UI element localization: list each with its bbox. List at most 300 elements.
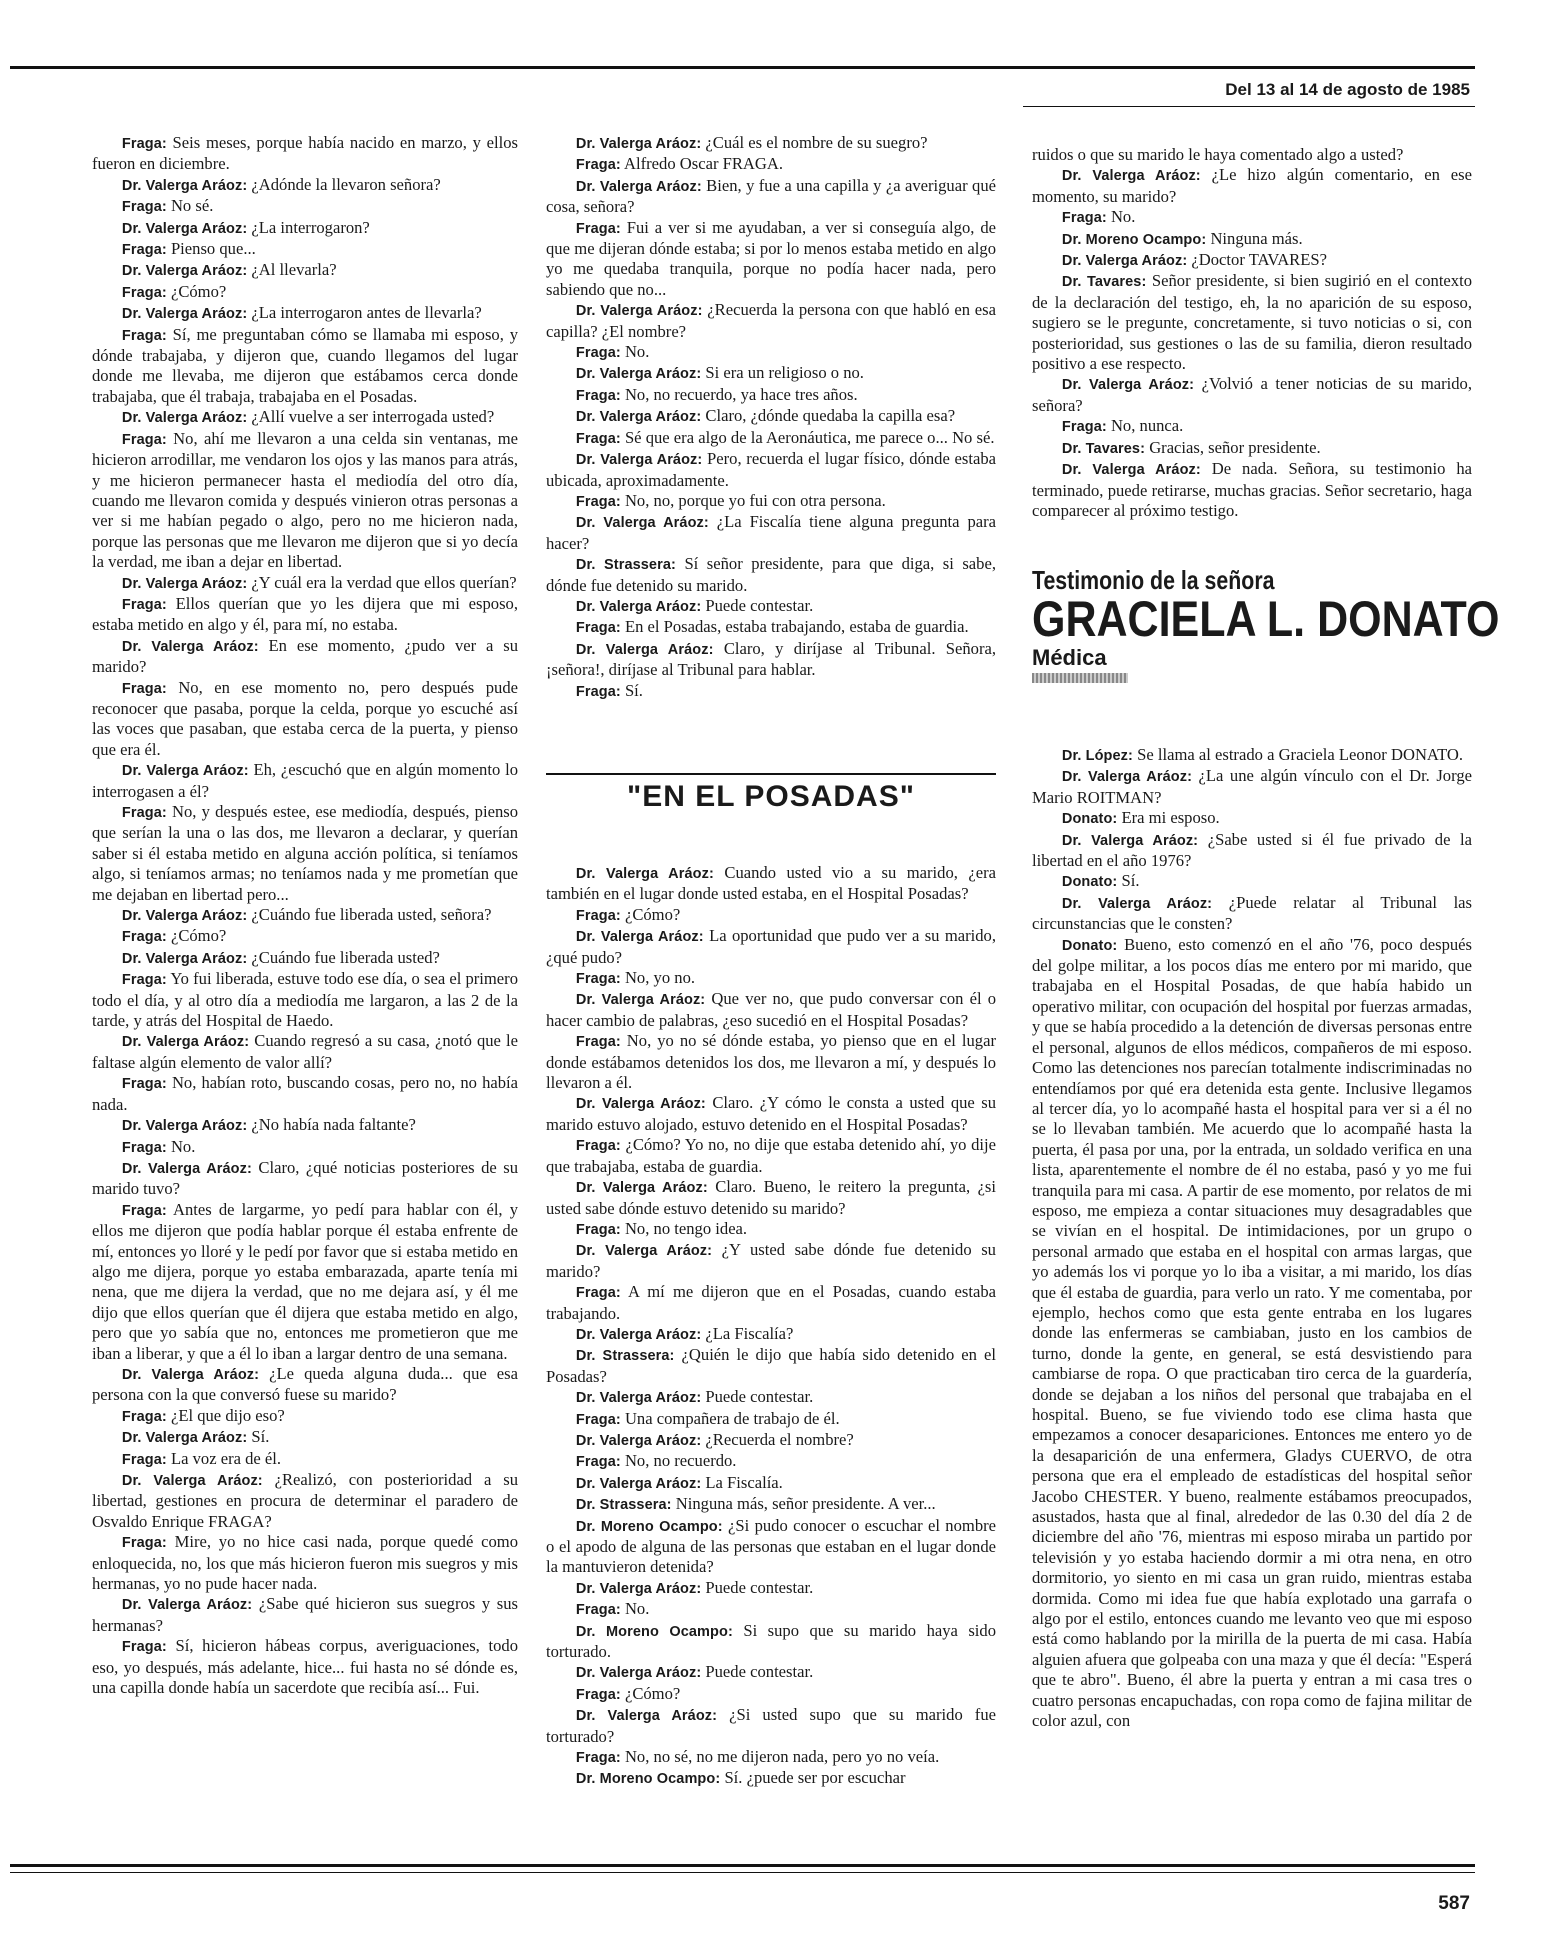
speaker-name: Dr. Valerga Aráoz: (121, 220, 248, 237)
speaker-name: Dr. Valerga Aráoz: (575, 1708, 718, 1725)
column-3 (1032, 145, 1500, 1731)
speech-text: Yo fui liberada, estuve todo ese día, o sea el primero todo el día, y al otro día a mediodía me largaron, a las 2 de la tarde, y atrás del Hospital de Haedo. (92, 969, 518, 1031)
dialogue-paragraph (92, 429, 518, 573)
dialogue-paragraph (546, 681, 996, 702)
speech-text: Cuando usted vio a su marido, ¿era también en el lugar donde usted estaba, en el Hospital Posadas? (546, 863, 996, 904)
speaker-name: Dr. Tavares: (1061, 274, 1147, 291)
dialogue-paragraph (546, 1093, 996, 1135)
dialogue-paragraph (92, 1427, 518, 1448)
dialogue-paragraph (546, 1621, 996, 1663)
dialogue-paragraph (1032, 871, 1472, 892)
speaker-name: Dr. Valerga Aráoz: (121, 575, 248, 592)
dialogue-paragraph (92, 325, 518, 408)
dialogue-paragraph (546, 596, 996, 617)
dialogue-paragraph (92, 1073, 518, 1115)
speaker-name: Dr. Valerga Aráoz: (121, 1597, 253, 1614)
dialogue-paragraph (546, 1768, 996, 1789)
speech-text: ¿Si usted supo que su marido fue torturado? (546, 1705, 996, 1746)
dialogue-paragraph (546, 1240, 996, 1282)
speech-text: Claro, ¿qué noticias posteriores de su marido tuvo? (92, 1157, 518, 1199)
speaker-name: Donato: (1061, 937, 1118, 954)
speech-text: Sí señor presidente, para que diga, si sabe, dónde fue detenido su marido. (546, 554, 996, 595)
speaker-name: Dr. Valerga Aráoz: (121, 638, 259, 655)
column-3-part-1 (1032, 145, 1472, 521)
dialogue-paragraph (1032, 250, 1472, 271)
dialogue-paragraph (546, 1031, 996, 1093)
speaker-name: Dr. Valerga Aráoz: (1061, 769, 1192, 786)
decorative-bar (1032, 673, 1128, 683)
dialogue-paragraph (1032, 271, 1472, 374)
speaker-name: Dr. Strassera: (575, 1348, 675, 1365)
speaker-name: Dr. Valerga Aráoz: (575, 1243, 713, 1260)
dialogue-paragraph (92, 1031, 518, 1073)
speech-text: No, nunca. (1110, 416, 1184, 436)
speaker-name: Fraga: (121, 805, 167, 821)
column-3-part-2 (1032, 745, 1472, 1732)
speaker-name: Dr. Valerga Aráoz: (121, 1473, 263, 1489)
speaker-name: Dr. López: (1061, 748, 1133, 764)
speech-text: ruidos o que su marido le haya comentado algo a usted? (1032, 145, 1404, 164)
speaker-name: Fraga: (121, 972, 167, 989)
speech-text: ¿Sabe usted si él fue privado de la libertad en el año 1976? (1032, 829, 1473, 871)
speech-text: No, ahí me llevaron a una celda sin ventanas, me hicieron arrodillar, me vendaron los ojos y las manos para atrás, y me hicieron permanecer hasta el mediodía del otro día, cuando me llevaron comida y después vinieron otras personas a ver si me habían pegado o algo, pero no me hicieron nada, porque las personas que me llevaron me dijeron que si yo decía la verdad, me iban a dejar en libertad. (92, 428, 518, 572)
speaker-name: Dr. Valerga Aráoz: (121, 1160, 252, 1177)
dialogue-paragraph (92, 1470, 518, 1532)
top-rule (10, 66, 1475, 69)
speech-text: ¿La interrogaron antes de llevarla? (251, 303, 482, 323)
speaker-name: Fraga: (575, 1034, 621, 1051)
speaker-name: Dr. Valerga Aráoz: (575, 866, 714, 882)
speech-text: Sí, hicieron hábeas corpus, averiguaciones, todo eso, yo después, más adelante, hice... fui hasta no sé dónde es, una capilla donde había un sacerdote que recibía así... Fui. (92, 1636, 519, 1698)
header-date: Del 13 al 14 de agosto de 1985 (1225, 80, 1470, 99)
speech-text: ¿Cómo? (624, 1683, 681, 1703)
speech-text: Sí, me preguntaban cómo se llamaba mi esposo, y dónde trabajaba, y dijeron que, cuando llegamos del lugar donde me llevaba, me dijeron que estábamos cerca donde trabajaba, que él trabaja, trabajaba en el Posadas. (92, 324, 518, 406)
dialogue-paragraph (1032, 459, 1472, 521)
speech-text: Claro, ¿dónde quedaba la capilla esa? (705, 406, 956, 426)
dialogue-paragraph (546, 1135, 996, 1177)
dialogue-paragraph (1032, 830, 1472, 872)
speaker-name: Fraga: (575, 1221, 621, 1238)
speaker-name: Dr. Valerga Aráoz: (121, 950, 248, 967)
speaker-name: Dr. Moreno Ocampo: (575, 1771, 721, 1788)
dialogue-paragraph (546, 1451, 996, 1472)
testimony-heading (1032, 565, 1500, 683)
speaker-name: Fraga: (575, 157, 621, 174)
dialogue-paragraph (92, 1158, 518, 1200)
speaker-name: Dr. Valerga Aráoz: (121, 763, 249, 780)
speech-text: ¿Cuándo fue liberada usted? (251, 947, 440, 967)
speech-text: ¿Y cuál era la verdad que ellos querían? (251, 572, 517, 592)
speech-text: ¿Doctor TAVARES? (1191, 250, 1327, 270)
speech-text: La Fiscalía. (705, 1472, 783, 1492)
speaker-name: Fraga: (575, 430, 621, 447)
speech-text: Si era un religioso o no. (705, 363, 864, 383)
dialogue-paragraph (1032, 374, 1472, 416)
dialogue-paragraph (546, 1684, 996, 1705)
dialogue-paragraph (92, 1594, 518, 1636)
speaker-name: Fraga: (575, 345, 621, 362)
dialogue-paragraph (546, 406, 996, 427)
speaker-name: Fraga: (1061, 419, 1107, 436)
speaker-name: Dr. Valerga Aráoz: (121, 263, 248, 280)
dialogue-paragraph (546, 905, 996, 926)
speech-text: ¿Cómo? (624, 904, 681, 924)
speech-text: ¿Volvió a tener noticias de su marido, señora? (1032, 374, 1472, 415)
speaker-name: Fraga: (121, 1139, 167, 1156)
speech-text: Pienso que... (170, 239, 256, 259)
speech-text: ¿Al llevarla? (251, 260, 337, 280)
speech-text: Puede contestar. (705, 1577, 814, 1597)
speaker-name: Fraga: (121, 136, 167, 152)
speaker-name: Dr. Valerga Aráoz: (121, 1034, 250, 1051)
dialogue-paragraph (546, 989, 996, 1031)
speech-text: Fui a ver si me ayudaban, a ver si conseguía algo, de que me dijeran dónde estaba; si por lo menos estaba metido en algo yo me quedaba tranquila, porque no podía hacer nada, pero sabiendo que no... (546, 217, 996, 299)
speaker-name: Fraga: (121, 1451, 167, 1468)
speaker-name: Dr. Valerga Aráoz: (121, 908, 248, 925)
speech-text: Puede contestar. (705, 595, 814, 615)
dialogue-paragraph (92, 905, 518, 926)
speech-text: Puede contestar. (705, 1662, 814, 1682)
dialogue-paragraph (1032, 207, 1472, 228)
speech-text: A mí me dijeron que en el Posadas, cuando estaba trabajando. (546, 1282, 996, 1323)
speech-text: No, yo no. (624, 968, 696, 988)
dialogue-paragraph (546, 926, 996, 968)
speech-text: Gracias, señor presidente. (1149, 437, 1321, 457)
speaker-name: Fraga: (575, 493, 621, 510)
speaker-name: Dr. Valerga Aráoz: (1061, 253, 1188, 270)
dialogue-paragraph (546, 1387, 996, 1408)
dialogue-paragraph (546, 176, 996, 218)
speech-text: No, yo no sé dónde estaba, yo pienso que en el lugar donde estábamos detenidos los dos, me llevaron a mí, y después lo llevaron a él. (546, 1031, 996, 1093)
speech-text: Sí. (624, 680, 643, 700)
speech-text: ¿La interrogaron? (251, 217, 370, 237)
dialogue-paragraph (92, 175, 518, 196)
section-subhead (546, 773, 996, 813)
speech-text: No. (624, 342, 650, 362)
speech-text: Señor presidente, si bien sugirió en el contexto de la declaración del testigo, eh, la no aparición de su esposo, sugiero se le pregunte, concretamente, si tuvo noticias o si, con posterioridad, sus gestiones o las de su familia, dieron resultado positivo a ese respecto. (1032, 271, 1472, 374)
speech-text: Claro. ¿Y cómo le consta a usted que su marido estuvo alojado, estuvo detenido en el Hospital Posadas? (546, 1093, 996, 1134)
subhead-rule (546, 773, 996, 775)
speaker-name: Dr. Valerga Aráoz: (575, 178, 702, 195)
speaker-name: Dr. Valerga Aráoz: (1061, 168, 1201, 185)
speech-text: ¿Allí vuelve a ser interrogada usted? (251, 407, 495, 427)
speaker-name: Dr. Valerga Aráoz: (575, 992, 706, 1009)
dialogue-paragraph (546, 1747, 996, 1768)
dialogue-paragraph (546, 617, 996, 638)
speaker-name: Dr. Strassera: (575, 1497, 672, 1514)
speaker-name: Dr. Valerga Aráoz: (1061, 462, 1201, 479)
speech-text: Bueno, esto comenzó en el año '76, poco después del golpe militar, a los pocos días me entero por mi marido, que trabajaba en el Hospital Posadas, de que había habido un operativo militar, con ocupación del hospital por fuerzas armadas, y que se había procedido a la detención de diversas personas entre el personal, algunos de ellos médicos, compañeros de mi esposo. Como las detenciones nos parecían totalmente indiscriminadas no entendíamos por qué era detenida esta gente. Inclusive llegamos al tercer día, yo lo acompañé hasta el hospital para ver si a él no se lo llevaban también. Me acuerdo que lo acompañé hasta la puerta, él pasa por una, por la entrada, un soldado verifica en una lista, aparentemente el nombre de él no estaba, pasó y yo me fui tranquila para mi casa. A partir de ese momento, por relatos de mi esposo, me empieza a contar situaciones muy desagradables que se vivían en el hospital. De intimidaciones, por un grupo o personal armado que estaba en el hospital con armas largas, que yo además los vi porque yo lo iba a visitar, a mi marido, los días que él estaba de guardia, para verlo un rato. Y me comentaba, por ejemplo, hechos como que esta gente entraba en los lugares donde las enfermeras se cambiaban, justo en los cambios de turno, donde la gente, en general, se está desvistiendo para cambiarse de ropa. O que practicaban tiro cerca de la guardería, donde se dejaban a los niños del personal que trabajaba en el hospital. Bueno, se fue viviendo todo ese clima hasta que empezamos a conocer desapariciones. Entonces me entero yo de la desaparición de una enfermera, Gladys CUERVO, de otra persona que era el empleado de estadísticas del hospital señor Jacobo CHESTER. Y bueno, realmente estábamos preocupados, asustados, hasta que al final, alrededor de las 0.30 del día 2 de diciembre del año '76, mientras mi esposo miraba un partido por televisión y yo estaba haciendo dormir a mi otra nena, en otro dormitorio, yo siento en mi casa un gran ruido, mientras estaba dormida. Como mi idea fue que había explotado una garrafa o algo por el estilo, entonces cuando me levanto veo que mi esposo está como hablando por la mirilla de la puerta de mi casa. Había alguien afuera que golpeaba con una maza y que él decía: "Esperá que te abro". Bueno, él abre la puerta y entran a mi casa tres o cuatro personas encapuchadas, con ropa como de fajina militar de color azul, con (1032, 934, 1472, 1731)
speaker-name: Dr. Valerga Aráoz: (121, 410, 248, 427)
dialogue-paragraph (92, 1532, 518, 1594)
speaker-name: Dr. Valerga Aráoz: (575, 136, 702, 152)
speech-text: ¿La une algún vínculo con el Dr. Jorge Mario ROITMAN? (1032, 766, 1472, 807)
dialogue-paragraph (92, 1636, 518, 1698)
dialogue-paragraph (546, 863, 996, 905)
speaker-name: Fraga: (575, 683, 621, 700)
speaker-name: Fraga: (121, 284, 167, 301)
speaker-name: Dr. Valerga Aráoz: (575, 1180, 708, 1197)
speaker-name: Dr. Valerga Aráoz: (575, 515, 709, 532)
speaker-name: Dr. Moreno Ocampo: (575, 1518, 723, 1535)
speech-text: Pero, recuerda el lugar físico, dónde estaba ubicada, aproximadamente. (546, 449, 996, 490)
speaker-name: Fraga: (575, 1411, 621, 1428)
speaker-name: Dr. Valerga Aráoz: (1061, 895, 1213, 912)
dialogue-paragraph (546, 1177, 996, 1219)
speech-text: Sí. (1121, 871, 1140, 891)
speaker-name: Donato: (1061, 874, 1118, 891)
speech-text: Claro, y diríjase al Tribunal. Señora, ¡señora!, diríjase al Tribunal para hablar. (546, 638, 996, 680)
speech-text: ¿Si pudo conocer o escuchar el nombre o el apodo de alguna de las personas que estaban en el lugar donde la mantuvieron detenida? (546, 1515, 997, 1577)
speaker-name: Dr. Valerga Aráoz: (575, 303, 703, 320)
dialogue-paragraph (546, 1473, 996, 1494)
speech-text: No, y después estee, ese mediodía, después, pienso que serían la una o las dos, me llevaron a declarar, y querían saber si él estaba metido en alguna acción política, si teníamos algo, si teníamos armas; no teníamos nada y me prometían que me dejaban en libertad pero... (92, 802, 518, 904)
speech-text: ¿Cuál es el nombre de su suegro? (705, 133, 928, 152)
speaker-name: Fraga: (121, 1535, 167, 1552)
speaker-name: Dr. Valerga Aráoz: (575, 929, 704, 946)
dialogue-paragraph (546, 1409, 996, 1430)
speaker-name: Fraga: (575, 387, 621, 404)
dialogue-paragraph (546, 1705, 996, 1747)
speaker-name: Fraga: (121, 1639, 167, 1656)
dialogue-paragraph (546, 1324, 996, 1345)
speaker-name: Dr. Valerga Aráoz: (575, 409, 702, 426)
speaker-name: Dr. Valerga Aráoz: (121, 1118, 248, 1135)
speech-text: Ninguna más. (1210, 228, 1303, 248)
speech-text: No, no tengo idea. (624, 1218, 748, 1238)
speaker-name: Dr. Valerga Aráoz: (575, 1475, 702, 1492)
dialogue-paragraph (546, 1219, 996, 1240)
speaker-name: Dr. Valerga Aráoz: (121, 1366, 260, 1383)
dialogue-paragraph (92, 1364, 518, 1406)
speech-text: ¿No había nada faltante? (251, 1115, 416, 1135)
speech-text: Antes de largarme, yo pedí para hablar con él, y ellos me dijeron que podía hablar porque él estaba enfrente de mí, entonces yo lloré y le pedí por favor que si estaba metido en algo me dijera, porque yo estaba embarazada, aparte tenía mi nena, que me dijera la verdad, que no me dejara así, y él me dijo que ellos querían que él dijera que estaba metido en algo, pero que yo sabía que no, entonces me prometieron que me iban a liberar, y que a él lo iban a largar dentro de una semana. (92, 1199, 519, 1363)
dialogue-paragraph (546, 512, 996, 554)
dialogue-paragraph (92, 196, 518, 217)
speaker-name: Donato: (1061, 811, 1118, 828)
speech-text: ¿Adónde la llevaron señora? (251, 174, 441, 194)
dialogue-paragraph (92, 926, 518, 947)
speaker-name: Dr. Valerga Aráoz: (575, 1580, 702, 1597)
dialogue-paragraph (92, 802, 518, 905)
speaker-name: Fraga: (121, 199, 167, 216)
speaker-name: Dr. Valerga Aráoz: (121, 177, 248, 194)
speech-text: ¿La Fiscalía tiene alguna pregunta para hacer? (546, 512, 996, 553)
dialogue-paragraph (546, 491, 996, 512)
speaker-name: Fraga: (121, 242, 167, 259)
speech-text: Ninguna más, señor presidente. A ver... (675, 1494, 936, 1514)
speech-text: ¿El que dijo eso? (170, 1405, 285, 1425)
dialogue-paragraph (546, 154, 996, 175)
speaker-name: Fraga: (121, 596, 167, 613)
speaker-name: Fraga: (575, 1686, 621, 1703)
dialogue-paragraph (546, 1599, 996, 1620)
speaker-name: Fraga: (575, 907, 621, 924)
dialogue-paragraph (546, 968, 996, 989)
speaker-name: Fraga: (575, 1750, 621, 1767)
dialogue-paragraph (92, 969, 518, 1031)
dialogue-paragraph (92, 218, 518, 239)
speech-text: En ese momento, ¿pudo ver a su marido? (92, 635, 518, 677)
speech-text: ¿Recuerda el nombre? (705, 1429, 854, 1449)
dialogue-paragraph (1032, 935, 1472, 1732)
bottom-rule (10, 1864, 1475, 1867)
speech-text: No, no recuerdo, ya hace tres años. (624, 384, 858, 404)
speech-text: Si supo que su marido haya sido torturado. (546, 1620, 997, 1662)
dialogue-paragraph (1032, 745, 1472, 766)
speech-text: ¿Recuerda la persona con que habló en esa capilla? ¿El nombre? (546, 300, 996, 341)
speech-text: ¿Le queda alguna duda... que esa persona con la que conversó fuese su marido? (92, 1363, 518, 1405)
speaker-name: Dr. Moreno Ocampo: (1061, 231, 1207, 248)
speaker-name: Fraga: (575, 971, 621, 988)
dialogue-paragraph (546, 1494, 996, 1515)
speaker-name: Dr. Valerga Aráoz: (1061, 377, 1195, 394)
column-2-part-1 (546, 133, 996, 702)
dialogue-paragraph (1032, 766, 1472, 808)
speech-text: Cuando regresó a su casa, ¿notó que le faltase algún elemento de valor allí? (92, 1031, 518, 1072)
speech-text: No. (170, 1136, 196, 1156)
dialogue-paragraph (546, 1662, 996, 1683)
dialogue-paragraph (1032, 165, 1472, 207)
speaker-name: Fraga: (575, 1602, 621, 1619)
testimony-label: Testimonio de la señora (1032, 565, 1275, 595)
dialogue-paragraph (546, 449, 996, 491)
speech-text: Seis meses, porque había nacido en marzo, y ellos fueron en diciembre. (92, 133, 518, 174)
speaker-name: Fraga: (121, 1202, 167, 1219)
dialogue-paragraph (1032, 145, 1472, 165)
speech-text: Bien, y fue a una capilla y ¿a averiguar qué cosa, señora? (546, 175, 996, 217)
speech-text: Una compañera de trabajo de él. (624, 1408, 840, 1428)
dialogue-paragraph (1032, 438, 1472, 459)
speaker-name: Fraga: (121, 929, 167, 946)
dialogue-paragraph (546, 1282, 996, 1324)
speaker-name: Dr. Valerga Aráoz: (121, 1430, 248, 1447)
speaker-name: Dr. Valerga Aráoz: (575, 598, 702, 615)
dialogue-paragraph (92, 407, 518, 428)
speech-text: Sí. ¿puede ser por escuchar (724, 1768, 906, 1788)
speaker-name: Dr. Valerga Aráoz: (575, 452, 703, 469)
dialogue-paragraph (92, 239, 518, 260)
speech-text: En el Posadas, estaba trabajando, estaba de guardia. (624, 617, 969, 637)
speech-text: Sé que era algo de la Aeronáutica, me parece o... No sé. (624, 427, 995, 447)
dialogue-paragraph (546, 1516, 996, 1578)
speech-text: ¿Cómo? (170, 926, 227, 946)
dialogue-paragraph (92, 760, 518, 802)
speaker-name: Fraga: (121, 1076, 167, 1093)
speech-text: Mire, yo no hice casi nada, porque quedé como enloquecida, no, los que más hicieron fueron mis suegros y mis hermanas, yo no pude hacer nada. (92, 1532, 518, 1594)
dialogue-paragraph (92, 678, 518, 761)
speech-text: No, habían roto, buscando cosas, pero no, no había nada. (92, 1073, 519, 1114)
dialogue-paragraph (92, 303, 518, 324)
speaker-name: Fraga: (575, 620, 621, 637)
speaker-name: Fraga: (575, 1285, 621, 1302)
speaker-name: Fraga: (1061, 210, 1107, 227)
dialogue-paragraph (92, 1115, 518, 1136)
speech-text: No sé. (170, 196, 214, 216)
speaker-name: Dr. Valerga Aráoz: (1061, 832, 1199, 849)
testimony-role: Médica (1032, 645, 1107, 671)
dialogue-paragraph (546, 554, 996, 596)
speech-text: Era mi esposo. (1121, 808, 1220, 828)
dialogue-paragraph (546, 300, 996, 342)
speech-text: Claro. Bueno, le reitero la pregunta, ¿si usted sabe dónde estuvo detenido su marido? (546, 1177, 997, 1218)
speech-text: Puede contestar. (705, 1387, 814, 1407)
dialogue-paragraph (92, 133, 518, 175)
speech-text: No. (1110, 207, 1136, 227)
speech-text: No, no recuerdo. (624, 1451, 737, 1471)
dialogue-paragraph (92, 594, 518, 636)
speaker-name: Dr. Valerga Aráoz: (575, 641, 714, 658)
speech-text: ¿Quién le dijo que había sido detenido en el Posadas? (546, 1345, 996, 1386)
dialogue-paragraph (92, 1137, 518, 1158)
column-2-part-2 (546, 863, 996, 1790)
dialogue-paragraph (92, 260, 518, 281)
dialogue-paragraph (92, 1449, 518, 1470)
speaker-name: Fraga: (121, 1408, 167, 1425)
dialogue-paragraph (1032, 229, 1472, 250)
page-number: 587 (1438, 1893, 1470, 1914)
speaker-name: Fraga: (121, 327, 167, 344)
speech-text: ¿Sabe qué hicieron sus suegros y sus hermanas? (92, 1594, 519, 1635)
dialogue-paragraph (546, 133, 996, 154)
speaker-name: Dr. Tavares: (1061, 440, 1146, 457)
speaker-name: Dr. Valerga Aráoz: (575, 366, 702, 383)
dialogue-paragraph (546, 1345, 996, 1387)
speech-text: Sí. (251, 1427, 270, 1447)
speaker-name: Fraga: (575, 220, 621, 237)
dialogue-paragraph (92, 636, 518, 678)
dialogue-paragraph (1032, 808, 1472, 829)
speech-text: No. (624, 1599, 650, 1619)
speaker-name: Dr. Valerga Aráoz: (575, 1432, 702, 1449)
speech-text: ¿Y usted sabe dónde fue detenido su marido? (546, 1240, 996, 1281)
dialogue-paragraph (546, 428, 996, 449)
header-rule (1023, 106, 1475, 107)
dialogue-paragraph (1032, 893, 1472, 935)
column-2 (546, 133, 997, 1788)
speaker-name: Dr. Valerga Aráoz: (575, 1390, 702, 1407)
speech-text: Eh, ¿escuchó que en algún momento lo interrogasen a él? (92, 760, 518, 801)
dialogue-paragraph (546, 1578, 996, 1599)
speech-text: Se llama al estrado a Graciela Leonor DONATO. (1137, 745, 1464, 764)
dialogue-paragraph (92, 573, 518, 594)
subhead-text: "EN EL POSADAS" (627, 780, 915, 813)
speaker-name: Dr. Moreno Ocampo: (575, 1623, 733, 1640)
speaker-name: Fraga: (121, 680, 167, 697)
speaker-name: Fraga: (575, 1138, 621, 1155)
dialogue-paragraph (546, 639, 996, 681)
speech-text: No, no, porque yo fui con otra persona. (624, 490, 886, 510)
speech-text: De nada. Señora, su testimonio ha terminado, puede retirarse, muchas gracias. Señor secretario, haga comparecer al próximo testigo. (1032, 459, 1472, 520)
dialogue-paragraph (1032, 416, 1472, 437)
dialogue-paragraph (92, 948, 518, 969)
speech-text: ¿Puede relatar al Tribunal las circunstancias que le consten? (1032, 892, 1473, 934)
dialogue-paragraph (546, 363, 996, 384)
speech-text: La voz era de él. (170, 1448, 282, 1468)
speech-text: Que ver no, que pudo conversar con él o hacer cambio de palabras, ¿eso sucedió en el Hospital Posadas? (546, 989, 997, 1030)
speech-text: Ellos querían que yo les dijera que mi esposo, estaba metido en algo y él, para mí, no estaba. (92, 593, 518, 635)
speech-text: No, no sé, no me dijeron nada, pero yo no veía. (624, 1747, 940, 1767)
dialogue-paragraph (546, 342, 996, 363)
testimony-name: GRACIELA L. DONATO (1032, 591, 1500, 648)
speaker-name: Dr. Valerga Aráoz: (575, 1326, 702, 1343)
speaker-name: Dr. Strassera: (575, 557, 676, 574)
speech-text: ¿La Fiscalía? (705, 1323, 794, 1343)
speaker-name: Dr. Valerga Aráoz: (575, 1665, 702, 1682)
speech-text: ¿Realizó, con posterioridad a su libertad, gestiones en procura de determinar el paradero de Osvaldo Enrique FRAGA? (92, 1470, 519, 1531)
speech-text: ¿Cómo? Yo no, no dije que estaba detenido ahí, yo dije que trabajaba, estaba de guardia. (546, 1135, 996, 1176)
speaker-name: Fraga: (121, 431, 167, 448)
